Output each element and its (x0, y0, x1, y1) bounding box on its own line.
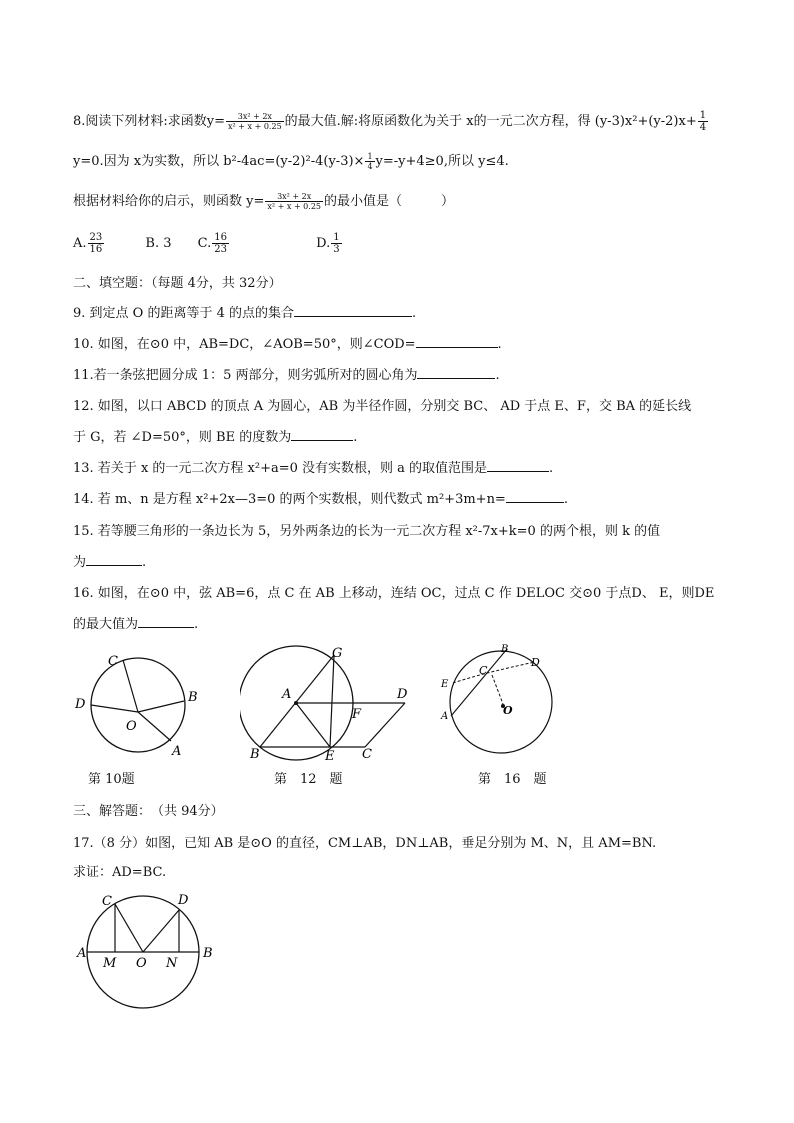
q12-line1: 12. 如图，以口 ABCD 的顶点 A 为圆心，AB 为半径作圆，分别交 BC、 AD 于点 E、F，交 BA 的延长线 (73, 399, 692, 414)
q8-options (73, 232, 343, 255)
answer-blank (294, 304, 412, 317)
option-c-label: C. (197, 236, 212, 251)
frac-num: 1 (699, 110, 707, 121)
frac-den: 23 (214, 244, 227, 255)
answer-blank (416, 335, 498, 348)
figure-12 (240, 640, 420, 765)
fig10-caption: 第 10题 (88, 772, 135, 787)
q8-fraction-quarter (698, 110, 708, 133)
period: . (412, 306, 417, 321)
fig17-label-d: D (178, 893, 189, 908)
fig12-label-b: B (250, 747, 260, 762)
fig16-label-b: B (501, 644, 509, 655)
option-c-frac (212, 232, 229, 255)
fig16-caption: 第 16 题 (478, 772, 547, 787)
fig17-label-b: B (203, 946, 213, 961)
q17-line2: 求证：AD=BC. (73, 865, 167, 880)
answer-blank (86, 553, 142, 566)
answer-blank (487, 459, 549, 472)
frac-num: 23 (89, 232, 103, 243)
fig12-label-a: A (282, 687, 292, 702)
fig17-label-o: O (136, 956, 147, 971)
frac-den: 4 (367, 162, 373, 171)
option-a-frac (88, 232, 105, 255)
frac-num: 3x² + 2x (265, 192, 323, 202)
period: . (495, 368, 500, 383)
fig16-label-c: C (479, 664, 488, 677)
frac-num: 1 (367, 152, 373, 161)
q11 (73, 364, 500, 383)
fig12-caption: 第 12 题 (274, 772, 343, 787)
q8-text-f: 的最小值是（ ） (324, 194, 455, 209)
q14 (73, 488, 568, 507)
q8-text-b: 的最大值.解:将原函数化为关于 x的一元二次方程，得 (y-3)x²+(y-2)x+ (284, 114, 697, 129)
q8-line2 (73, 150, 509, 171)
period: . (353, 430, 358, 445)
q15-line2 (73, 551, 146, 570)
frac-den: x² + x + 0.25 (228, 122, 282, 131)
fig17-label-a: A (77, 946, 87, 961)
q8-fraction-2 (265, 192, 323, 211)
section-2-heading: 二、填空题：（每题 4分，共 32分） (73, 276, 282, 291)
fig16-label-d: D (531, 656, 540, 669)
answer-blank (506, 490, 564, 503)
q8-line1 (73, 110, 709, 133)
q9 (73, 302, 416, 321)
fig17-label-c: C (102, 894, 112, 909)
q13-text: 13. 若关于 x 的一元二次方程 x²+a=0 没有实数根，则 a 的取值范围是 (73, 461, 488, 476)
q17-line1: 17.（8 分）如图，已知 AB 是⊙O 的直径，CM⊥AB，DN⊥AB，垂足分别为 M、N，且 AM=BN. (73, 836, 657, 851)
frac-den: 4 (699, 122, 707, 133)
frac-num: 3x² + 2x (226, 112, 284, 122)
option-d (316, 232, 342, 255)
period: . (142, 555, 147, 570)
period: . (497, 337, 502, 352)
figure-16 (435, 638, 560, 763)
answer-blank (291, 428, 353, 441)
fig10-label-d: D (75, 697, 86, 712)
figure-17 (72, 888, 222, 1013)
q8-text-c: y=0.因为 x为实数，所以 b²-4ac=(y-2)²-4(y-3)× (73, 154, 365, 169)
fig16-label-e: E (441, 679, 449, 690)
option-d-frac (331, 232, 341, 255)
q9-text: 9. 到定点 O 的距离等于 4 的点的集合 (73, 306, 294, 321)
frac-den: x² + x + 0.25 (267, 202, 321, 211)
q16-line1: 16. 如图，在⊙0 中，弦 AB=6，点 C 在 AB 上移动，连结 OC，过点 C 作 DELOC 交⊙0 于点D、 E，则DE (73, 586, 715, 601)
q14-text: 14. 若 m、n 是方程 x²+2x—3=0 的两个实数根，则代数式 m²+3m+n= (73, 492, 506, 507)
fig10-label-c: C (108, 654, 118, 669)
q8-fraction-quarter-2 (365, 152, 374, 171)
q15-line1: 15. 若等腰三角形的一条边长为 5，另外两条边的长为一元二次方程 x²-7x+k=0 的两个根，则 k 的值 (73, 524, 661, 539)
frac-den: 16 (89, 244, 103, 255)
option-b: B. 3 (145, 236, 172, 251)
fig10-label-b: B (188, 690, 198, 705)
q13 (73, 457, 553, 476)
period: . (563, 492, 568, 507)
fig12-label-c: C (362, 747, 372, 762)
q10-text: 10. 如图，在⊙0 中，AB=DC，∠AOB=50°，则∠COD= (73, 337, 416, 352)
q11-text: 11.若一条弦把圆分成 1：5 两部分，则劣弧所对的圆心角为 (73, 368, 418, 383)
q12-text: 于 G，若 ∠D=50°，则 BE 的度数为 (73, 430, 292, 445)
q16-line2 (73, 613, 198, 632)
fig10-label-a: A (172, 744, 182, 759)
fig16-label-o: O (503, 704, 513, 717)
q16-text: 的最大值为 (73, 617, 139, 632)
q8-text-e: 根据材料给你的启示，则函数 y= (73, 194, 265, 209)
fig12-label-e: E (325, 749, 335, 764)
option-d-label: D. (316, 236, 331, 251)
answer-blank (138, 615, 194, 628)
period: . (549, 461, 554, 476)
frac-den: 3 (333, 244, 340, 255)
fig12-label-g: G (332, 646, 343, 661)
frac-num: 1 (333, 232, 340, 243)
q8-line3 (73, 190, 454, 211)
fig16-label-a: A (441, 711, 449, 722)
fig17-label-n: N (166, 956, 178, 971)
period: . (194, 617, 199, 632)
fig12-label-d: D (397, 687, 408, 702)
option-a-label: A. (73, 236, 87, 251)
section-3-heading: 三、解答题： （共 94分） (73, 804, 224, 819)
q8-text-d: y=-y+4≥0,所以 y≤4. (375, 154, 509, 169)
figure-10 (70, 645, 200, 760)
answer-blank (417, 366, 495, 379)
option-c (197, 232, 230, 255)
fig17-label-m: M (103, 956, 117, 971)
fig12-label-f: F (352, 707, 362, 722)
q8-fraction-1 (226, 112, 284, 131)
frac-num: 16 (214, 232, 227, 243)
q10 (73, 333, 502, 352)
fig10-label-o: O (126, 719, 137, 734)
q8-text-a: 8.阅读下列材料:求函数y= (73, 114, 226, 129)
q15-text: 为 (73, 555, 87, 570)
q12-line2 (73, 426, 357, 445)
option-a (73, 232, 105, 255)
